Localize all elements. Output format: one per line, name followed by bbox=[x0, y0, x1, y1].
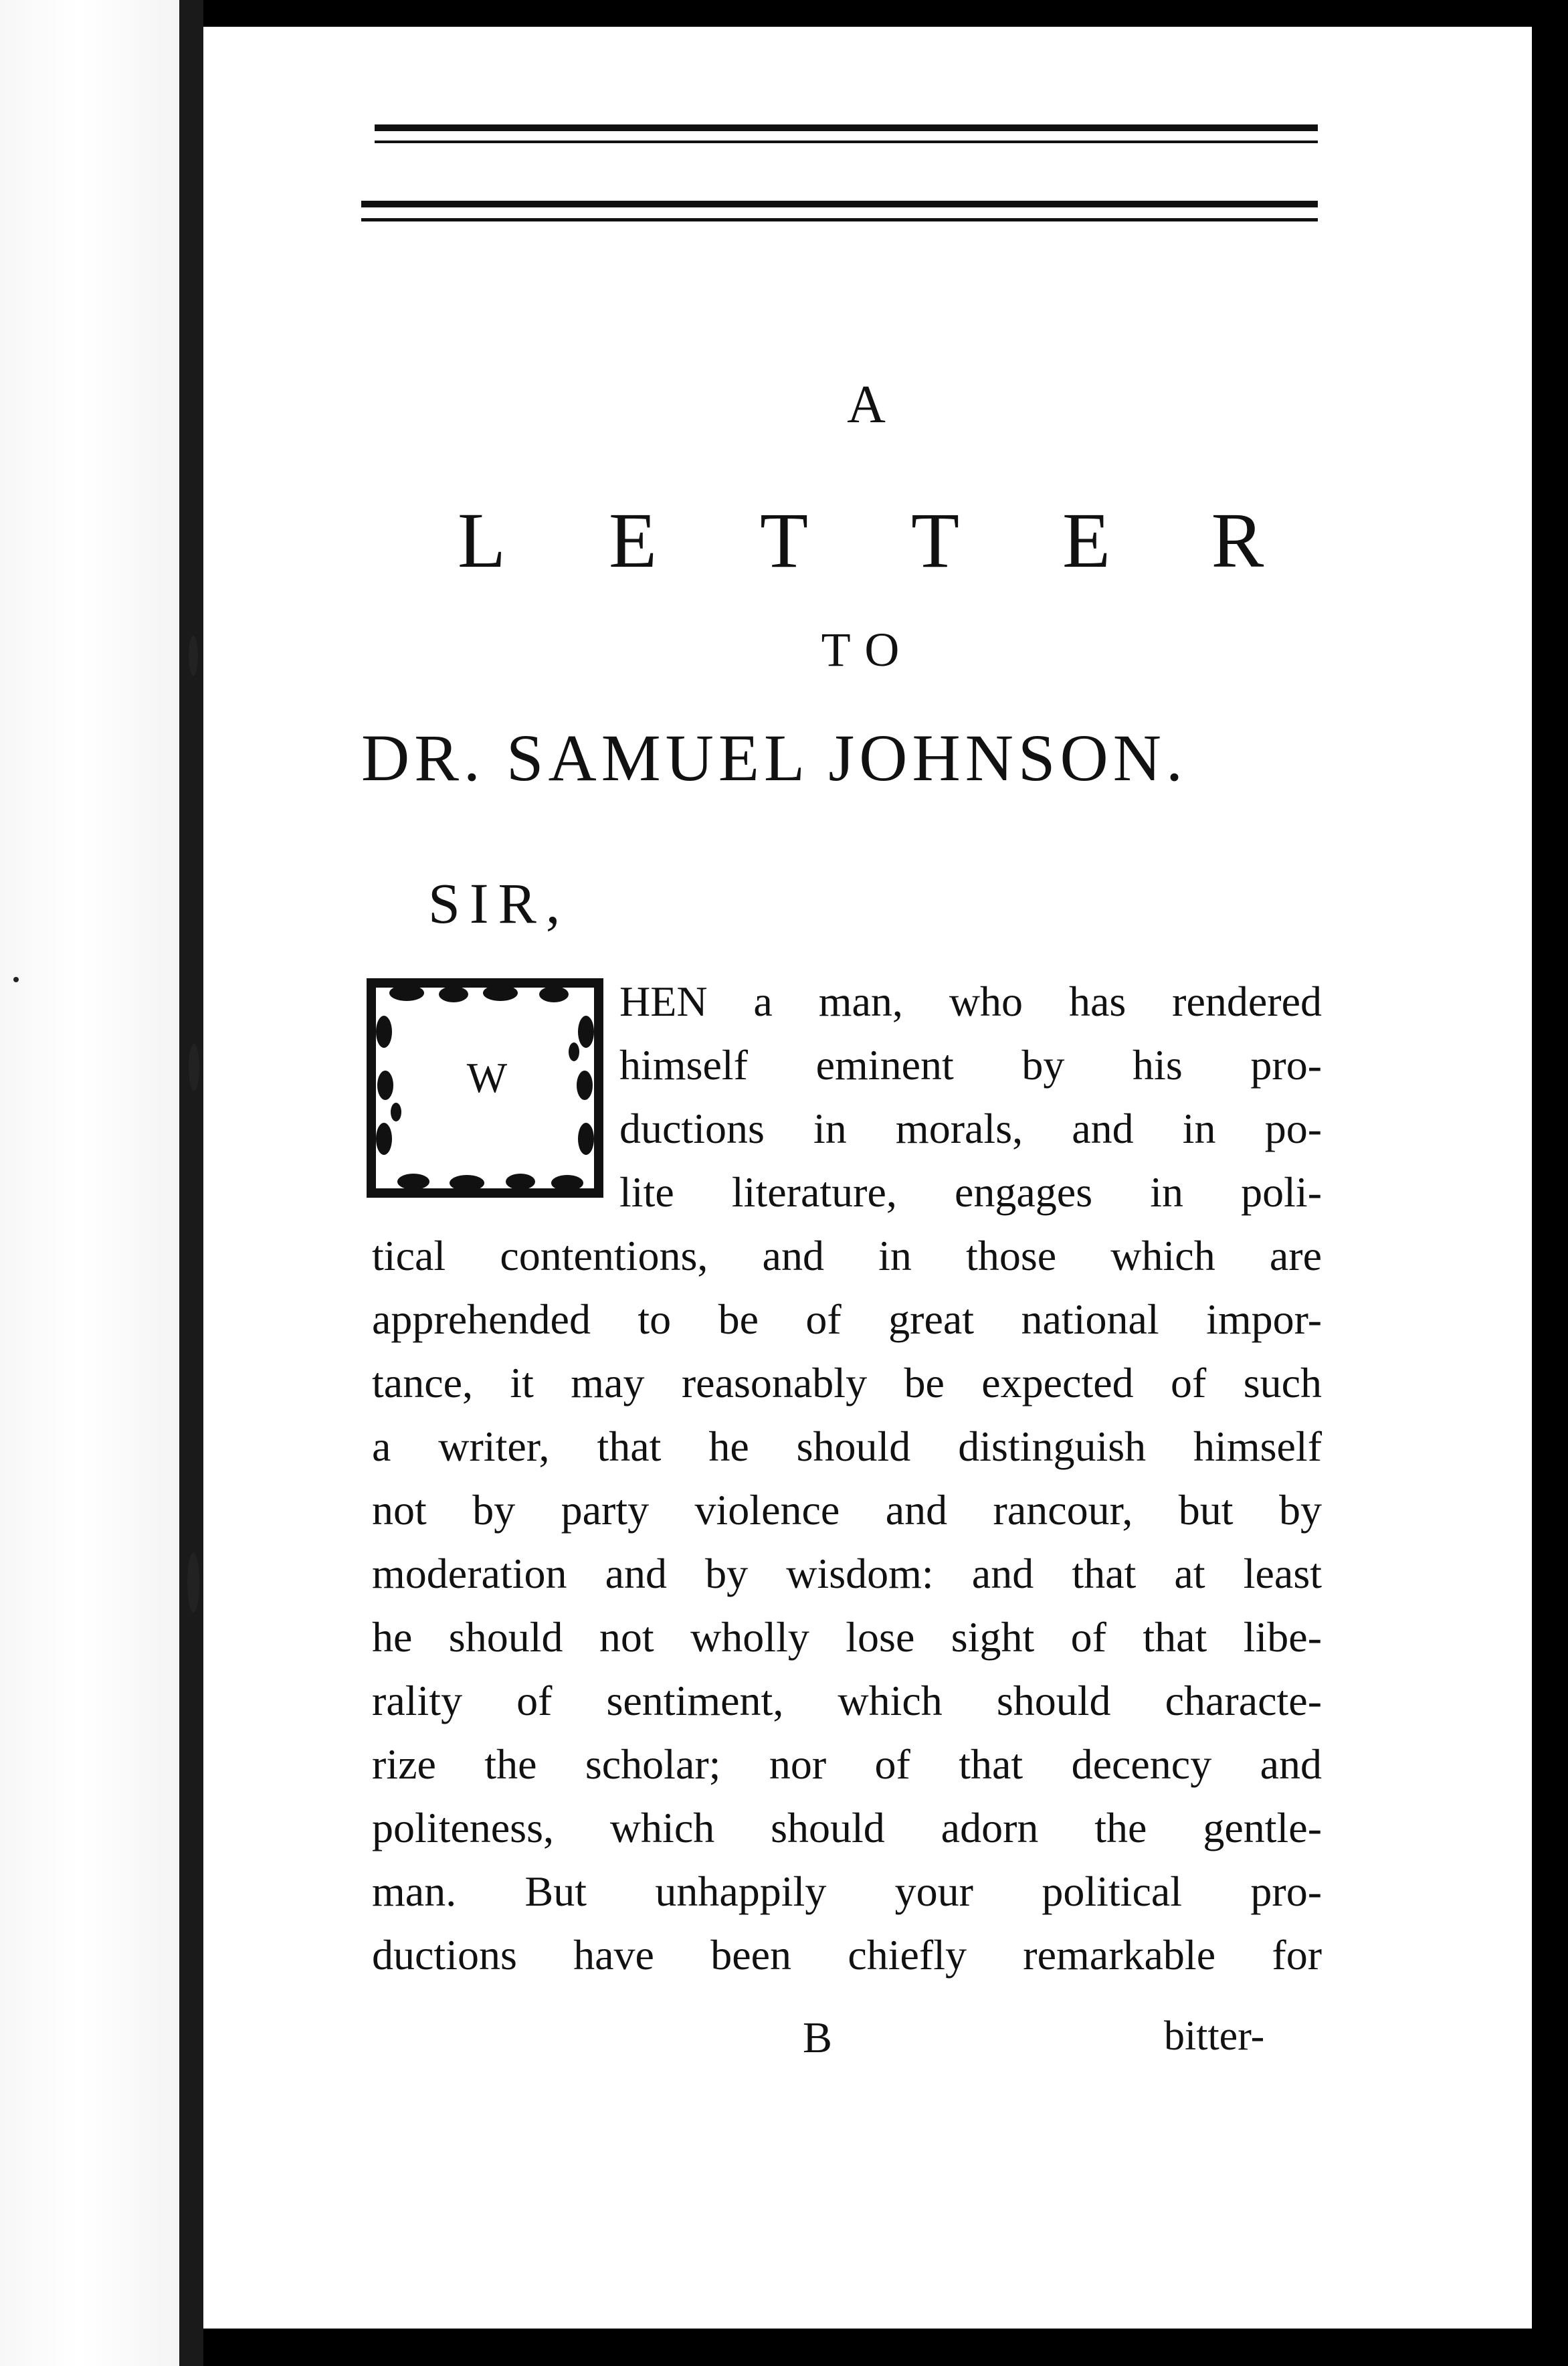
text-line: tical contentions, and in those which are bbox=[372, 1232, 1322, 1279]
addressee-heading: DR. SAMUEL JOHNSON. bbox=[361, 721, 1187, 795]
title-article: A bbox=[847, 375, 888, 434]
text-line: himself eminent by his pro- bbox=[619, 1041, 1322, 1089]
top-rule bbox=[375, 141, 1318, 143]
text-line: not by party violence and rancour, but by bbox=[372, 1486, 1322, 1534]
text-line: apprehended to be of great national impor- bbox=[372, 1295, 1322, 1343]
book-gutter bbox=[179, 0, 203, 2366]
title-to: TO bbox=[821, 623, 914, 676]
top-rule bbox=[361, 218, 1318, 221]
drop-cap-letter: W bbox=[466, 1054, 508, 1101]
text-line: rize the scholar; nor of that decency and bbox=[372, 1740, 1322, 1788]
text-line: man. But unhappily your political pro- bbox=[372, 1868, 1322, 1915]
binding-mark bbox=[189, 636, 198, 676]
text-line: HEN a man, who has rendered bbox=[619, 978, 1322, 1025]
text-line: ductions in morals, and in po- bbox=[619, 1105, 1322, 1152]
title-letter-char: E bbox=[1062, 496, 1111, 584]
ink-speck bbox=[13, 977, 19, 982]
title-letter-char: E bbox=[608, 496, 658, 584]
title-letter-char: T bbox=[910, 496, 960, 584]
binding-mark bbox=[187, 1552, 199, 1613]
binding-mark bbox=[189, 1044, 199, 1091]
text-line: politeness, which should adorn the gentle- bbox=[372, 1804, 1322, 1851]
text-line: rality of sentiment, which should characte- bbox=[372, 1677, 1322, 1724]
text-line: lite literature, engages in poli- bbox=[619, 1168, 1322, 1216]
title-letter-char: R bbox=[1211, 496, 1264, 584]
text-line: ductions have been chiefly remarkable for bbox=[372, 1931, 1322, 1979]
title-letter-char: L bbox=[457, 496, 506, 584]
top-rule bbox=[375, 124, 1318, 131]
title-letter-char: T bbox=[759, 496, 809, 584]
scan-border bbox=[1532, 0, 1568, 2366]
text-line: he should not wholly lose sight of that libe- bbox=[372, 1613, 1322, 1661]
text-line: tance, it may reasonably be expected of such bbox=[372, 1359, 1322, 1406]
top-rule bbox=[361, 201, 1318, 207]
catchword: bitter- bbox=[1164, 2013, 1265, 2059]
text-line: a writer, that he should distinguish himself bbox=[372, 1423, 1322, 1470]
salutation: SIR, bbox=[428, 871, 570, 935]
ornamental-initial bbox=[367, 978, 603, 1198]
title-letter bbox=[442, 495, 1278, 586]
text-line: moderation and by wisdom: and that at least bbox=[372, 1550, 1322, 1597]
signature-mark: B bbox=[803, 2013, 833, 2062]
facing-page bbox=[0, 0, 201, 2366]
